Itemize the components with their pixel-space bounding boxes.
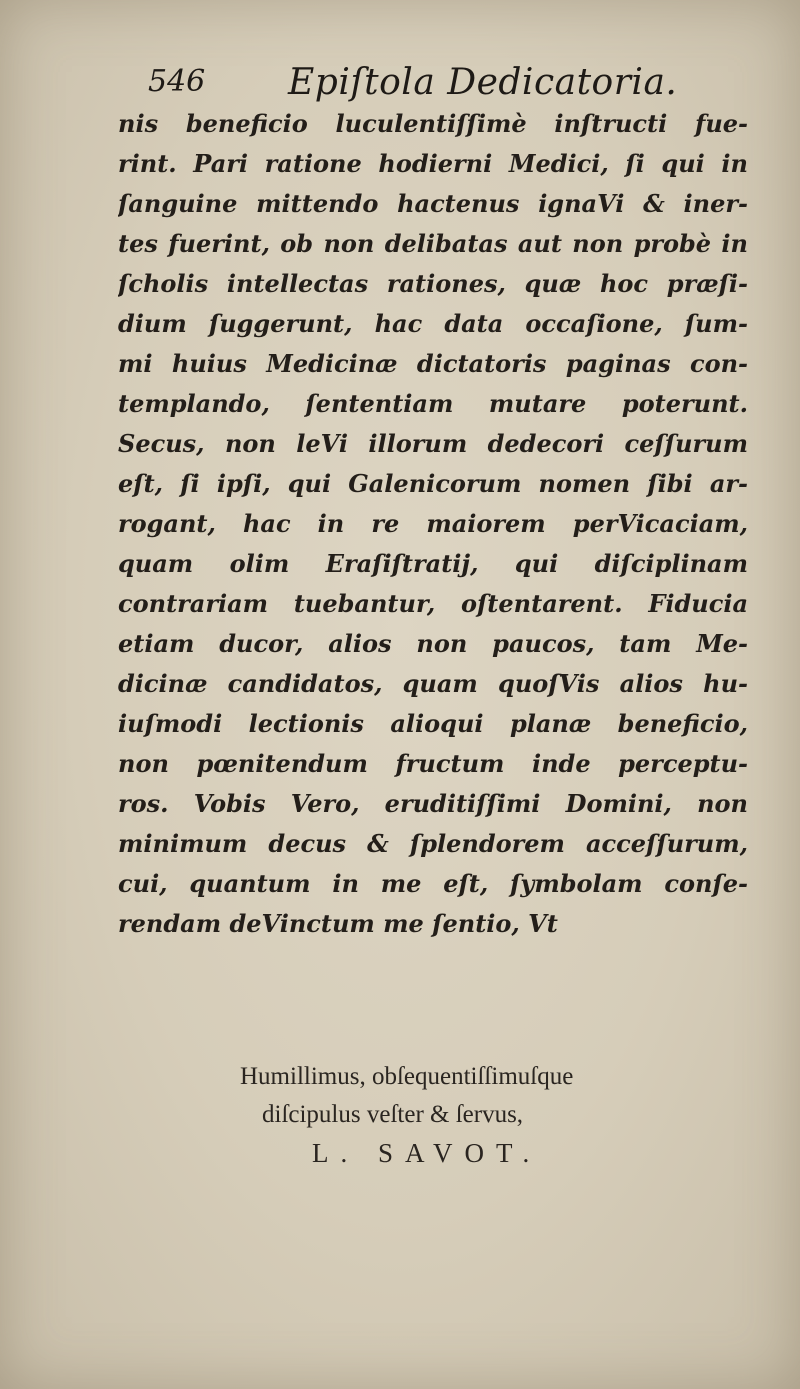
text-line: tes fuerint, ob non delibatas aut non probè in [118, 229, 748, 258]
closing-subscription [240, 1058, 660, 1172]
closing-line: diſcipulus veſter & ſervus, [262, 1101, 524, 1128]
text-line: dicinæ candidatos, quam quoſVis alios hu- [118, 669, 748, 698]
text-line: contrariam tuebantur, oſtentarent. Fiducia [118, 589, 748, 618]
text-line: dium ſuggerunt, hac data occaſione, ſum- [118, 309, 748, 338]
text-line: eſt, ſi ipſi, qui Galenicorum nomen ſibi ar- [118, 469, 748, 498]
text-line: templando, ſententiam mutare poterunt. [118, 389, 748, 418]
text-line: Secus, non leVi illorum dedecori ceſſurum [118, 429, 748, 458]
text-line: minimum decus & ſplendorem acceſſurum, [118, 829, 748, 858]
text-line: cui, quantum in me eſt, ſymbolam conſe- [118, 869, 748, 898]
text-line: ſcholis intellectas rationes, quæ hoc præſi- [118, 269, 748, 298]
text-line: ros. Vobis Vero, eruditiſſimi Domini, non [118, 789, 748, 818]
text-line: mi huius Medicinæ dictatoris paginas con- [118, 349, 748, 378]
text-line: rint. Pari ratione hodierni Medici, ſi qui in [118, 149, 748, 178]
text-line: rendam deVinctum me ſentio, Vt [118, 909, 558, 938]
closing-line: Humillimus, obſequentiſſimuſque [240, 1063, 574, 1090]
text-line: etiam ducor, alios non paucos, tam Me- [118, 629, 748, 658]
text-line: quam olim Eraſiſtratij, qui diſciplinam [118, 549, 748, 578]
text-line: rogant, hac in re maiorem perVicaciam, [118, 509, 748, 538]
page-number: 546 [148, 64, 206, 99]
text-line: nis beneficio luculentiſſimè inſtructi fue- [118, 109, 748, 138]
author-signature: L. SAVOT. [312, 1138, 542, 1168]
body-text [118, 104, 748, 944]
text-line: iuſmodi lectionis alioqui planæ beneficio, [118, 709, 748, 738]
text-line: non pœnitendum fructum inde perceptu- [118, 749, 748, 778]
text-line: ſanguine mittendo hactenus ignaVi & iner- [118, 189, 748, 218]
running-title: Epiſtola Dedicatoria. [288, 62, 678, 103]
